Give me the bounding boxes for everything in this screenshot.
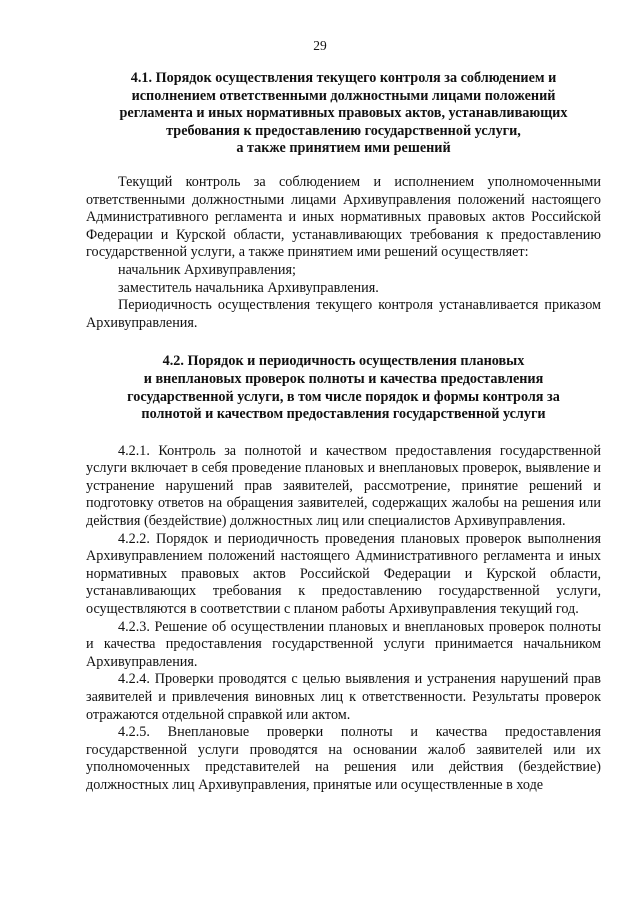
- heading-line: исполнением ответственными должностными лицами положений: [131, 87, 556, 104]
- paragraph-4-2-2: 4.2.2. Порядок и периодичность проведения плановых проверок выполнения Архивуправлением положений настоящего Административного регламента и иных нормативных правовых актов Российской Федерации и Курской области, устанавливающих требования к предоставлению государственной услуги, осуществляются в соответствии с планом работы Архивуправления текущий год.: [86, 530, 601, 618]
- heading-line: регламента и иных нормативных правовых актов, устанавливающих: [119, 105, 568, 122]
- heading-line: требования к предоставлению государственной услуги,: [166, 122, 521, 139]
- list-item: заместитель начальника Архивуправления.: [118, 279, 379, 296]
- heading-line: государственной услуги, в том числе порядок и формы контроля за: [127, 388, 560, 405]
- paragraph-periodicity: Периодичность осуществления текущего контроля устанавливается приказом Архивуправления.: [86, 297, 601, 331]
- paragraph-4-2-4: 4.2.4. Проверки проводятся с целью выявления и устранения нарушений прав заявителей и привлечения виновных лиц к ответственности. Результаты проверок отражаются отдельной справкой или актом.: [86, 671, 601, 723]
- list-item: начальник Архивуправления;: [118, 261, 296, 278]
- heading-line: и внеплановых проверок полноты и качества предоставления: [143, 370, 544, 387]
- paragraph-4-2-1: 4.2.1. Контроль за полнотой и качеством предоставления государственной услуги включает в себя проведение плановых и внеплановых проверок, выявление и устранение нарушений прав заявителей, рассмотрение, принятие решений и подготовку ответов на обращения заявителей, содержащих жалобы на решения или действия (бездействие) должностных лиц или специалистов Архивуправления.: [86, 442, 601, 530]
- page-number: 29: [313, 38, 327, 53]
- heading-line: полнотой и качеством предоставления государственной услуги: [141, 406, 546, 423]
- section-heading-4-1: [86, 70, 601, 158]
- heading-line: 4.2. Порядок и периодичность осуществления плановых: [162, 353, 525, 370]
- paragraph-4-2-3: 4.2.3. Решение об осуществлении плановых и внеплановых проверок полноты и качества предоставления государственной услуги принимается начальником Архивуправления.: [86, 618, 601, 670]
- heading-line: 4.1. Порядок осуществления текущего контроля за соблюдением и: [130, 70, 557, 86]
- paragraph-current-control: Текущий контроль за соблюдением и исполнением уполномоченными ответственными должностными лицами Архивуправления положений настоящего Административного регламента и иных нормативных правовых актов Российской Федерации и Курской области, устанавливающих требования к предоставлению государственной услуги, а также принятием ими решений осуществляет:: [86, 173, 601, 261]
- paragraph-4-2-5: 4.2.5. Внеплановые проверки полноты и качества предоставления государственной услуги проводятся на основании жалоб заявителей или их уполномоченных представителей на решения или действия (бездействие) должностных лиц Архивуправления, принятые или осуществленные в ходе: [86, 724, 601, 793]
- page-content: [86, 70, 601, 795]
- heading-line: а также принятием ими решений: [236, 140, 451, 157]
- section-heading-4-2: [86, 353, 601, 423]
